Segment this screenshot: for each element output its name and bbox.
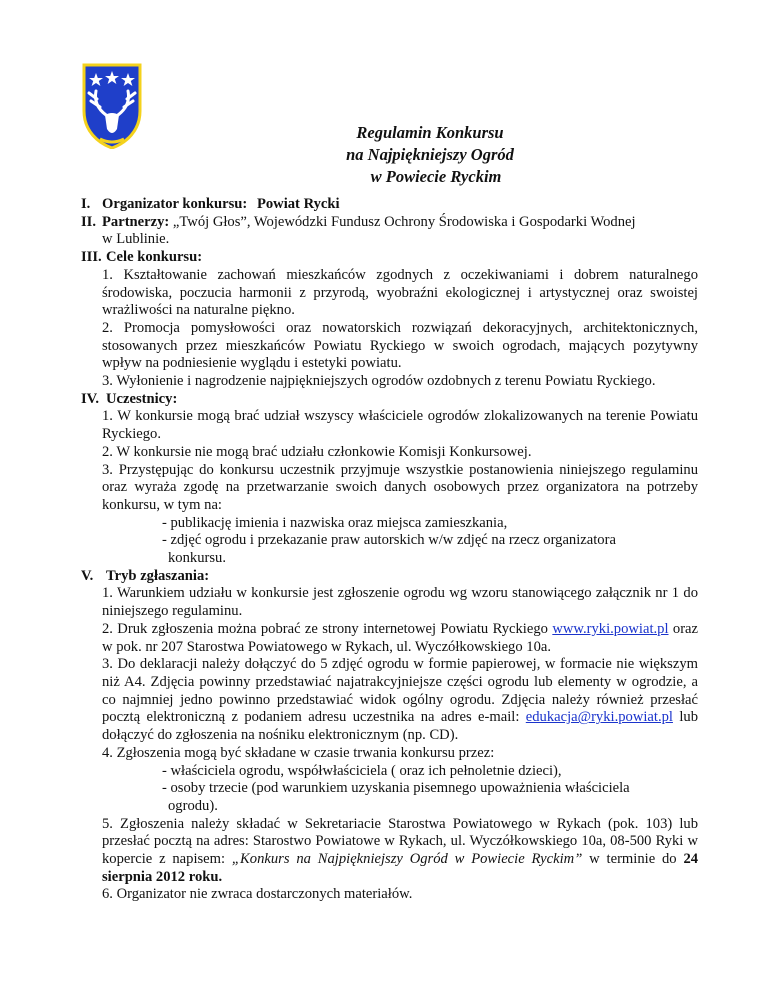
- partners-text-cont: w Lublinie.: [102, 231, 170, 248]
- section-submission: [81, 568, 698, 586]
- section-title: Cele konkursu:: [106, 249, 203, 266]
- consent-item-1: - publikację imienia i nazwiska oraz miejsca zamieszkania,: [162, 514, 508, 531]
- submission-3: [81, 656, 698, 745]
- section-title: Organizator konkursu:: [102, 196, 248, 212]
- email-link[interactable]: edukacja@ryki.powiat.pl: [525, 709, 673, 726]
- submission-6: 6. Organizator nie zwraca dostarczonych materiałów.: [102, 886, 413, 903]
- section-number: V.: [81, 567, 94, 584]
- submitter-item-2: - osoby trzecie (pod warunkiem uzyskania pisemnego upoważnienia właściciela: [162, 780, 630, 797]
- section-goals: [81, 249, 698, 267]
- coat-of-arms-icon: [82, 63, 142, 149]
- participants-2: 2. W konkursie nie mogą brać udziału członkowie Komisji Konkursowej.: [102, 443, 532, 460]
- document-title: [300, 122, 560, 188]
- section-participants: [81, 391, 698, 409]
- section-number: IV.: [81, 390, 99, 407]
- section-number: III.: [81, 249, 102, 266]
- section-title: Uczestnicy:: [106, 390, 178, 407]
- submission-3-text-b: lub dołączyć do zgłoszenia na nośniku elektronicznym (np. CD).: [102, 709, 698, 744]
- submission-2-text: 2. Druk zgłoszenia można pobrać ze strony internetowej Powiatu Ryckiego: [102, 620, 548, 637]
- submission-5-text: 5. Zgłoszenia należy składać w Sekretariacie Starostwa Powiatowego w Rykach (pok. 103) lub przesłać pocztą na adres: Starostwo Powiatowe w Rykach, ul. Wyczółkowskiego 10a, 08-500 Ryki w kopercie z napisem:: [102, 815, 698, 868]
- consent-item-2: - zdjęć ogrodu i przekazanie praw autorskich w/w zdjęć na rzecz organizatora: [162, 532, 616, 549]
- deadline-date: 24 sierpnia 2012 roku.: [102, 851, 699, 885]
- website-link[interactable]: www.ryki.powiat.pl: [552, 620, 669, 637]
- submission-2-text-b: oraz w pok. nr 207 Starostwa Powiatowego w Rykach,: [102, 620, 699, 655]
- section-title: Tryb zgłaszania:: [106, 567, 210, 584]
- participants-3: 3. Przystępując do konkursu uczestnik przyjmuje wszystkie postanowienia niniejszego regulaminu oraz wyraża zgodę na przetwarzanie swoich danych osobowych przez organizatora na potrzeby konkursu, w tym na:: [102, 461, 698, 513]
- submission-2-address: ul. Wyczółkowskiego 10a.: [396, 638, 552, 655]
- submitter-item-1: - właściciela ogrodu, współwłaściciela ( oraz ich pełnoletnie dzieci),: [162, 762, 562, 779]
- title-line-3: w Powiecie Ryckim: [370, 167, 502, 186]
- submitter-item-2-cont: ogrodu).: [168, 797, 218, 814]
- section-organizer: [81, 196, 698, 214]
- section-title: Partnerzy:: [102, 213, 170, 230]
- submission-1: 1. Warunkiem udziału w konkursie jest zgłoszenie ogrodu wg wzoru stanowiącego załącznik nr 1 do niniejszego regulaminu.: [102, 585, 698, 620]
- section-partners: [81, 214, 698, 232]
- consent-item-2-cont: konkursu.: [168, 550, 226, 567]
- participants-1: 1. W konkursie mogą brać udział wszyscy właściciele ogrodów zlokalizowanych na terenie Powiatu Ryckiego.: [102, 408, 698, 443]
- goal-2: 2. Promocja pomysłowości oraz nowatorskich rozwiązań dekoracyjnych, architektonicznych, stosowanych przez mieszkańców Powiatu Ryckiego w swoich ogrodach, mających pozytywny wpływ na podniesienie wyglądu i estetyki powiatu.: [102, 319, 698, 372]
- submission-5: [81, 816, 698, 887]
- goal-3: 3. Wyłonienie i nagrodzenie najpiękniejszych ogrodów ozdobnych z terenu Powiatu Ryckiego.: [102, 373, 656, 390]
- partners-text: „Twój Głos”, Wojewódzki Fundusz Ochrony Środowiska i Gospodarki Wodnej: [172, 213, 636, 230]
- title-line-2: na Najpiękniejszy Ogród: [346, 145, 514, 164]
- submission-4: 4. Zgłoszenia mogą być składane w czasie trwania konkursu przez:: [102, 744, 495, 761]
- envelope-label: „Konkurs na Najpiękniejszy Ogród w Powiecie Ryckim”: [231, 851, 583, 868]
- section-number: II.: [81, 213, 97, 230]
- goal-1: 1. Kształtowanie zachowań mieszkańców zgodnych z oczekiwaniami i dobrem naturalnego środowiska, poczucia harmonii z przyrodą, wyobraźni ekologicznej i artystycznej oraz swoistej wrażliwości na naturalne piękno.: [102, 266, 698, 319]
- organizer-value: Powiat Rycki: [256, 196, 340, 212]
- regulations-body: [81, 196, 698, 904]
- section-number: I.: [81, 196, 91, 212]
- title-line-1: Regulamin Konkursu: [356, 123, 504, 142]
- submission-3-text: 3. Do deklaracji należy dołączyć do 5 zdjęć ogrodu w formie papierowej, w formacie nie większym niż A4. Zdjęcia powinny przedstawiać najatrakcyjniejsze części ogrodu lub elementy w ogrodzie, a co najmniej jedno powinno przedstawiać widok ogólny ogrodu. Zdjęcia należy również przesłać pocztą elektroniczną z podaniem adresu uczestnika na adres e-mail:: [102, 656, 698, 726]
- submission-2: [81, 621, 698, 656]
- deadline-prefix: w terminie do: [589, 851, 677, 868]
